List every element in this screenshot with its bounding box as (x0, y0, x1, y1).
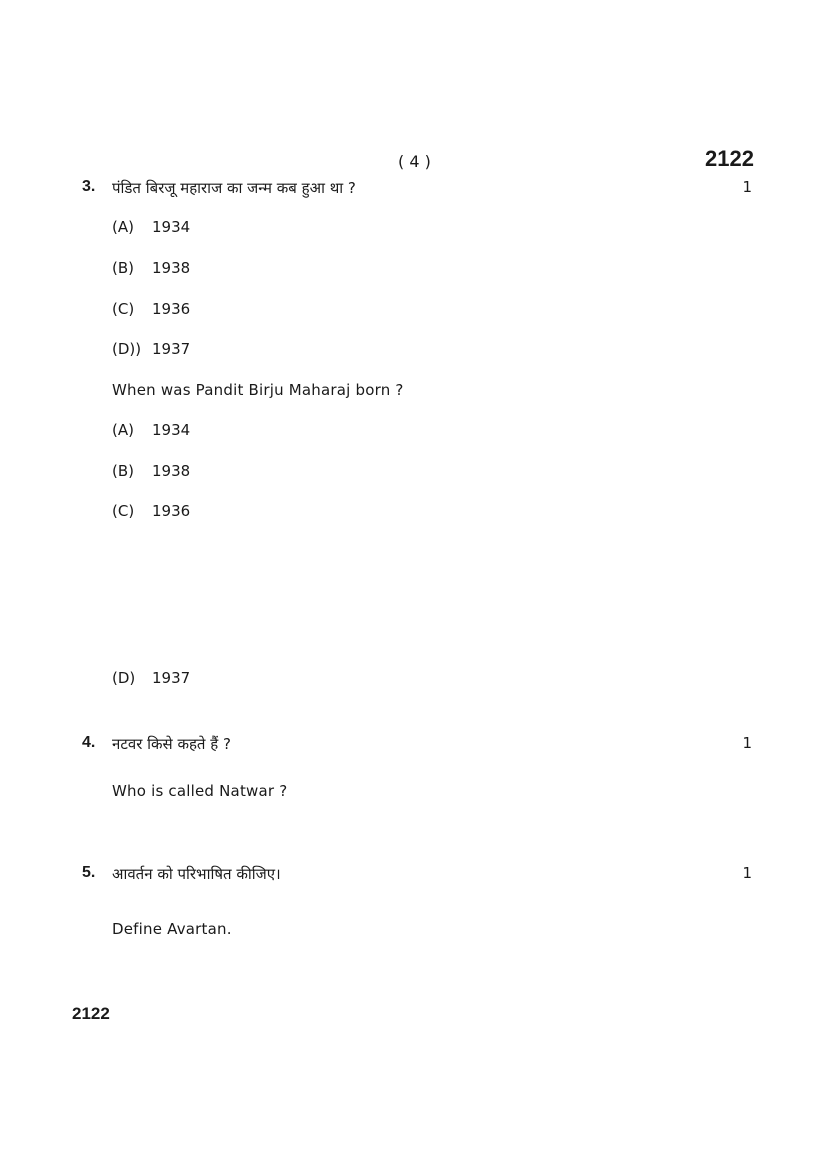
question-4-number: 4. (82, 734, 96, 751)
question-3-text-english: When was Pandit Birju Maharaj born ? (112, 381, 404, 399)
question-5-text-english: Define Avartan. (112, 920, 232, 938)
q3-english-option-d: (D) 1937 (112, 669, 191, 687)
question-5-text-hindi: आवर्तन को परिभाषित कीजिए। (112, 865, 281, 883)
q3-english-option-a: (A) 1934 (112, 421, 191, 439)
q3-english-option-c: (C) 1936 (112, 502, 191, 520)
q3-hindi-option-a: (A) 1934 (112, 218, 191, 236)
page-number: ( 4 ) (398, 152, 431, 171)
paper-code-header: 2122 (705, 146, 754, 171)
q3-english-option-b: (B) 1938 (112, 462, 191, 480)
question-5-number: 5. (82, 864, 96, 881)
question-4-text-hindi: नटवर किसे कहते हैं ? (112, 735, 231, 753)
question-5-marks: 1 (742, 864, 752, 882)
q3-hindi-option-c: (C) 1936 (112, 300, 191, 318)
question-3-number: 3. (82, 178, 96, 195)
question-3-text-hindi: पंडित बिरजू महाराज का जन्म कब हुआ था ? (112, 179, 356, 197)
question-4-marks: 1 (742, 734, 752, 752)
q3-hindi-option-d: (D)) 1937 (112, 340, 191, 358)
question-4-text-english: Who is called Natwar ? (112, 782, 288, 800)
question-3-marks: 1 (742, 178, 752, 196)
q3-hindi-option-b: (B) 1938 (112, 259, 191, 277)
paper-code-footer: 2122 (72, 1004, 110, 1023)
